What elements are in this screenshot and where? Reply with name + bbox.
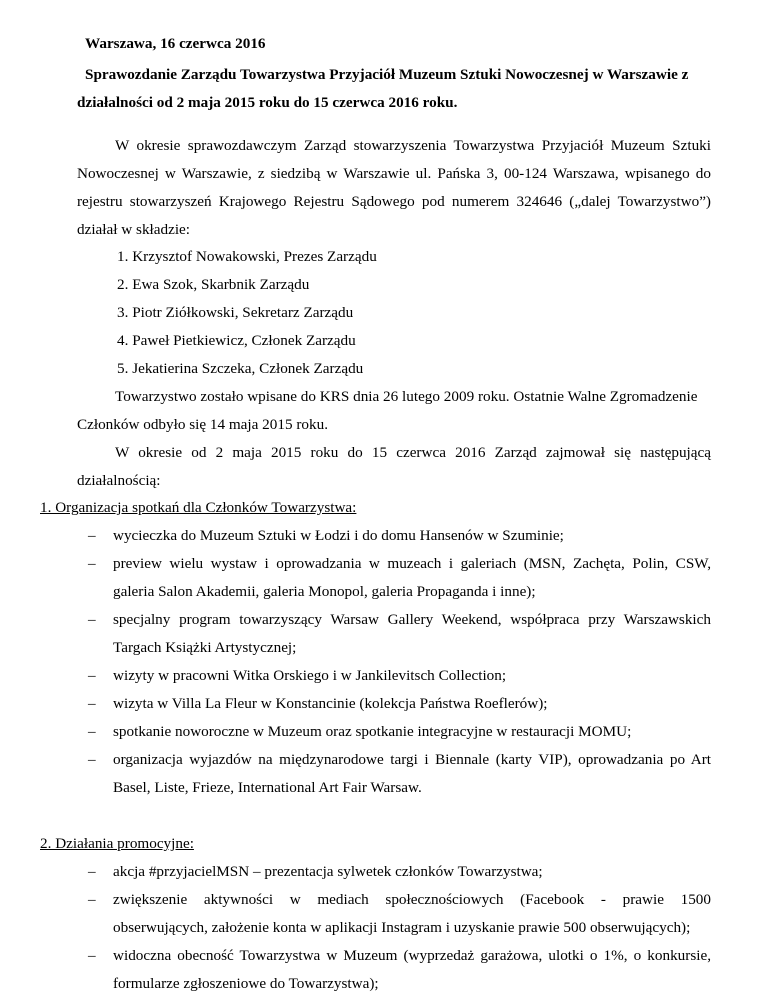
dash-bullet: – xyxy=(88,891,96,908)
board-member: 1. Krzysztof Nowakowski, Prezes Zarządu xyxy=(117,248,377,265)
dash-bullet: – xyxy=(88,723,96,740)
list-item: wycieczka do Muzeum Sztuki w Łodzi i do domu Hansenów w Szuminie; xyxy=(113,527,564,544)
dash-bullet: – xyxy=(88,667,96,684)
dash-bullet: – xyxy=(88,611,96,628)
list-item-continued: Basel, Liste, Frieze, International Art Fair Warsaw. xyxy=(113,779,422,796)
dash-bullet: – xyxy=(88,695,96,712)
krs-line-2: Członków odbyło się 14 maja 2015 roku. xyxy=(77,416,328,433)
intro-line-3: rejestru stowarzyszeń Krajowego Rejestru Sądowego pod numerem 324646 („dalej Towarzystwo”) xyxy=(77,193,711,210)
list-item: wizyty w pracowni Witka Orskiego i w Jankilevitsch Collection; xyxy=(113,667,507,684)
intro-line-4: działał w składzie: xyxy=(77,221,191,238)
period-line-2: działalnością: xyxy=(77,472,161,489)
place-date: Warszawa, 16 czerwca 2016 xyxy=(85,35,266,52)
list-item-continued: galeria Salon Akademii, galeria Monopol, galeria Propaganda i inne); xyxy=(113,583,536,600)
krs-line-1: Towarzystwo zostało wpisane do KRS dnia 26 lutego 2009 roku. Ostatnie Walne Zgromadzenie xyxy=(115,388,698,405)
intro-line-2: Nowoczesnej w Warszawie, z siedzibą w Warszawie ul. Pańska 3, 00-124 Warszawa, wpisanego do xyxy=(77,165,711,182)
section-1-heading: 1. Organizacja spotkań dla Członków Towarzystwa: xyxy=(40,499,357,516)
list-item: specjalny program towarzyszący Warsaw Gallery Weekend, współpraca przy Warszawskich xyxy=(113,611,711,628)
list-item-continued: obserwujących, założenie konta w aplikacji Instagram i uzyskanie prawie 500 obserwujących); xyxy=(113,919,691,936)
list-item: spotkanie noworoczne w Muzeum oraz spotkanie integracyjne w restauracji MOMU; xyxy=(113,723,632,740)
section-2-heading: 2. Działania promocyjne: xyxy=(40,835,194,852)
dash-bullet: – xyxy=(88,947,96,964)
period-line-1: W okresie od 2 maja 2015 roku do 15 czerwca 2016 Zarząd zajmował się następującą xyxy=(115,444,711,461)
intro-line-1: W okresie sprawozdawczym Zarząd stowarzyszenia Towarzystwa Przyjaciół Muzeum Sztuki xyxy=(115,137,711,154)
board-member: 3. Piotr Ziółkowski, Sekretarz Zarządu xyxy=(117,304,354,321)
list-item-continued: Targach Książki Artystycznej; xyxy=(113,639,297,656)
list-item-continued: formularze zgłoszeniowe do Towarzystwa); xyxy=(113,975,379,992)
list-item: preview wielu wystaw i oprowadzania w muzeach i galeriach (MSN, Zachęta, Polin, CSW, xyxy=(113,555,711,572)
list-item: organizacja wyjazdów na międzynarodowe targi i Biennale (karty VIP), oprowadzania po Art xyxy=(113,751,711,768)
report-title-line-1: Sprawozdanie Zarządu Towarzystwa Przyjaciół Muzeum Sztuki Nowoczesnej w Warszawie z xyxy=(85,66,689,83)
list-item: zwiększenie aktywności w mediach społecznościowych (Facebook - prawie 1500 xyxy=(113,891,711,908)
list-item: akcja #przyjacielMSN – prezentacja sylwetek członków Towarzystwa; xyxy=(113,863,543,880)
dash-bullet: – xyxy=(88,555,96,572)
list-item: widoczna obecność Towarzystwa w Muzeum (wyprzedaż garażowa, ulotki o 1%, o konkursie, xyxy=(113,947,711,964)
dash-bullet: – xyxy=(88,751,96,768)
list-item: wizyta w Villa La Fleur w Konstancinie (kolekcja Państwa Roeflerów); xyxy=(113,695,548,712)
board-member: 4. Paweł Pietkiewicz, Członek Zarządu xyxy=(117,332,356,349)
dash-bullet: – xyxy=(88,527,96,544)
board-member: 2. Ewa Szok, Skarbnik Zarządu xyxy=(117,276,310,293)
dash-bullet: – xyxy=(88,863,96,880)
board-member: 5. Jekatierina Szczeka, Członek Zarządu xyxy=(117,360,364,377)
report-title-line-2: działalności od 2 maja 2015 roku do 15 czerwca 2016 roku. xyxy=(77,94,458,111)
